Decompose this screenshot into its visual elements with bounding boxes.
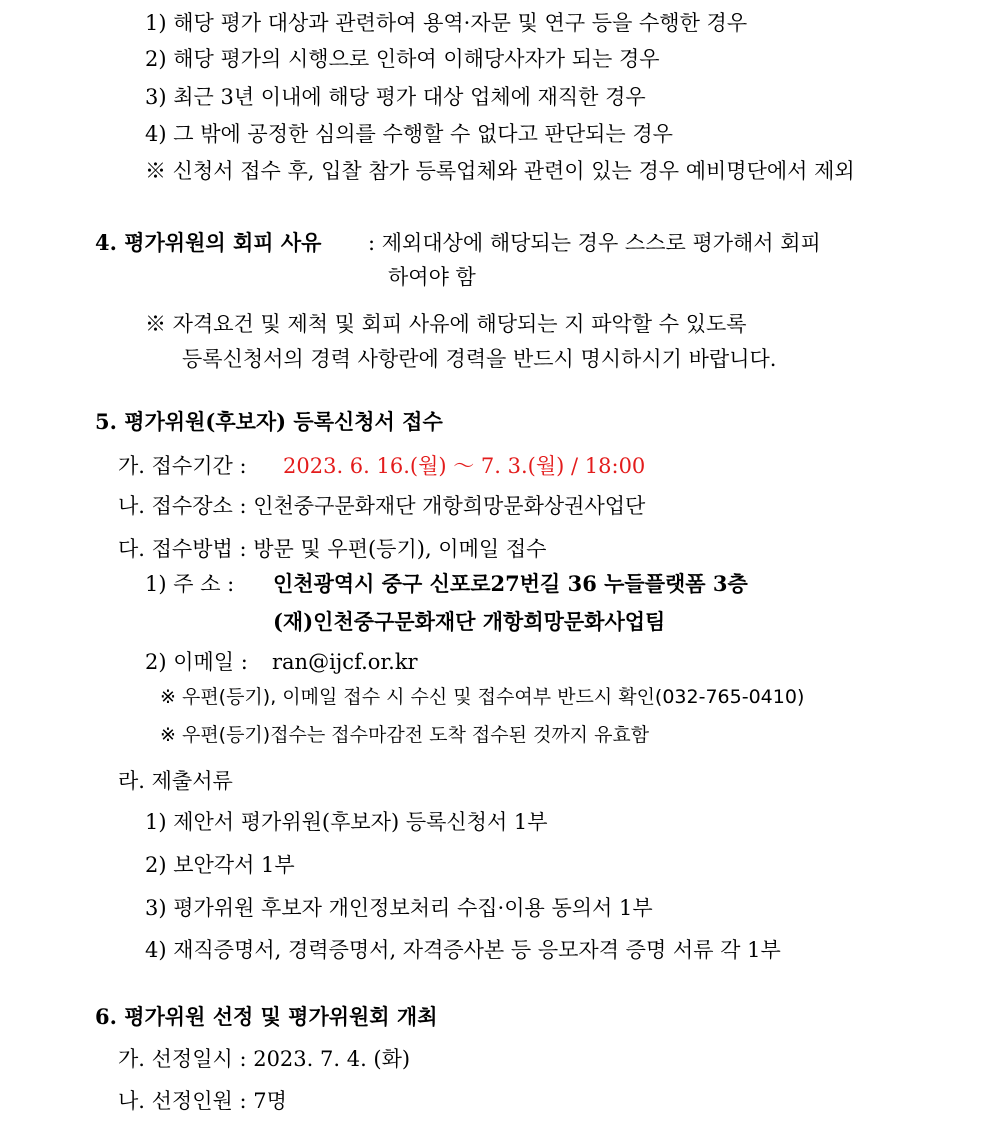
doc-item-3: 3) 평가위원 후보자 개인정보처리 수집·이용 동의서 1부 — [145, 896, 653, 920]
section4-desc-line2: 하여야 함 — [388, 265, 476, 289]
section4-note-line2: 등록신청서의 경력 사항란에 경력을 반드시 명시하시기 바랍니다. — [182, 347, 777, 371]
doc-item-1: 1) 제안서 평가위원(후보자) 등록신청서 1부 — [145, 810, 548, 834]
section5-title: 5. 평가위원(후보자) 등록신청서 접수 — [95, 409, 443, 434]
period-value: 2023. 6. 16.(월) ～ 7. 3.(월) / 18:00 — [283, 454, 646, 478]
receipt-note-2: ※ 우편(등기)접수는 접수마감전 도착 접수된 것까지 유효함 — [160, 724, 650, 746]
exclusion-item-1: 1) 해당 평가 대상과 관련하여 용역·자문 및 연구 등을 수행한 경우 — [145, 11, 748, 35]
doc-item-2: 2) 보안각서 1부 — [145, 853, 295, 877]
doc-item-4: 4) 재직증명서, 경력증명서, 자격증사본 등 응모자격 증명 서류 각 1부 — [145, 938, 781, 962]
selection-count: 나. 선정인원 : 7명 — [118, 1089, 287, 1113]
selection-date: 가. 선정일시 : 2023. 7. 4. (화) — [118, 1047, 411, 1071]
period-label: 가. 접수기간 : — [118, 454, 247, 478]
email-value: ran@ijcf.or.kr — [272, 650, 418, 674]
section4-note-line1: ※ 자격요건 및 제척 및 회피 사유에 해당되는 지 파악할 수 있도록 — [145, 312, 747, 336]
address-label: 1) 주 소 : — [145, 572, 235, 596]
receipt-note-1: ※ 우편(등기), 이메일 접수 시 수신 및 접수여부 반드시 확인(032-765-0410) — [160, 686, 805, 708]
exclusion-note: ※ 신청서 접수 후, 입찰 참가 등록업체와 관련이 있는 경우 예비명단에서 제외 — [145, 159, 855, 183]
place-line: 나. 접수장소 : 인천중구문화재단 개항희망문화상권사업단 — [118, 494, 646, 518]
docs-title: 라. 제출서류 — [118, 769, 233, 793]
method-line: 다. 접수방법 : 방문 및 우편(등기), 이메일 접수 — [118, 537, 547, 561]
address-line1: 인천광역시 중구 신포로27번길 36 누들플랫폼 3층 — [273, 571, 748, 596]
section4-title: 4. 평가위원의 회피 사유 — [95, 230, 322, 255]
section4-desc-line1: : 제외대상에 해당되는 경우 스스로 평가해서 회피 — [368, 231, 821, 255]
address-line2: (재)인천중구문화재단 개항희망문화사업팀 — [273, 609, 666, 634]
email-label: 2) 이메일 : — [145, 650, 248, 674]
exclusion-item-4: 4) 그 밖에 공정한 심의를 수행할 수 없다고 판단되는 경우 — [145, 122, 673, 146]
section6-title: 6. 평가위원 선정 및 평가위원회 개최 — [95, 1004, 438, 1029]
exclusion-item-2: 2) 해당 평가의 시행으로 인하여 이해당사자가 되는 경우 — [145, 47, 660, 71]
exclusion-item-3: 3) 최근 3년 이내에 해당 평가 대상 업체에 재직한 경우 — [145, 85, 646, 109]
